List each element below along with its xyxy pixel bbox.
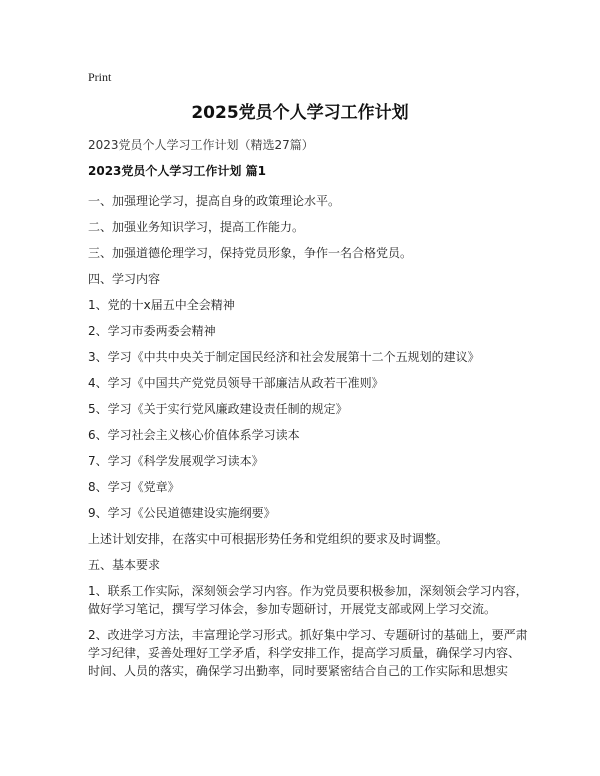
paragraph: 7、学习《科学发展观学习读本》 [88,454,264,468]
section-heading: 2023党员个人学习工作计划 篇1 [88,164,266,178]
print-link[interactable]: Print [88,70,112,84]
paragraph: 1、联系工作实际，深刻领会学习内容。作为党员要积极参加，深刻领会学习内容，做好学习笔记，撰写学习体会，参加专题研讨，开展党支部或网上学习交流。 [88,584,528,616]
paragraph: 5、学习《关于实行党风廉政建设责任制的规定》 [88,402,348,416]
paragraph: 3、学习《中共中央关于制定国民经济和社会发展第十二个五规划的建议》 [88,350,480,364]
paragraph: 1、党的十x届五中全会精神 [88,298,235,312]
paragraph: 6、学习社会主义核心价值体系学习读本 [88,428,300,442]
page-title: 2025党员个人学习工作计划 [191,103,409,123]
paragraph: 9、学习《公民道德建设实施纲要》 [88,506,276,520]
paragraph: 四、学习内容 [88,272,161,286]
paragraph: 五、基本要求 [88,558,161,572]
paragraph: 4、学习《中国共产党党员领导干部廉洁从政若干准则》 [88,376,384,390]
paragraph: 2、学习市委两委会精神 [88,324,216,338]
document-body [88,136,528,688]
paragraph: 2、改进学习方法，丰富理论学习形式。抓好集中学习、专题研讨的基础上，要严肃学习纪律，妥善处理好工学矛盾，科学安排工作，提高学习质量，确保学习内容、时间、人员的落实，确保学习出勤率，同时要紧密结合自己的工作实际和思想实 [88,628,528,678]
paragraph: 二、加强业务知识学习，提高工作能力。 [88,220,305,234]
document-subtitle: 2023党员个人学习工作计划（精选27篇） [88,138,314,152]
paragraph: 三、加强道德伦理学习，保持党员形象，争作一名合格党员。 [88,246,413,260]
paragraph: 一、加强理论学习，提高自身的政策理论水平。 [88,194,341,208]
paragraph: 8、学习《党章》 [88,480,180,494]
paragraph: 上述计划安排，在落实中可根据形势任务和党组织的要求及时调整。 [88,532,449,546]
